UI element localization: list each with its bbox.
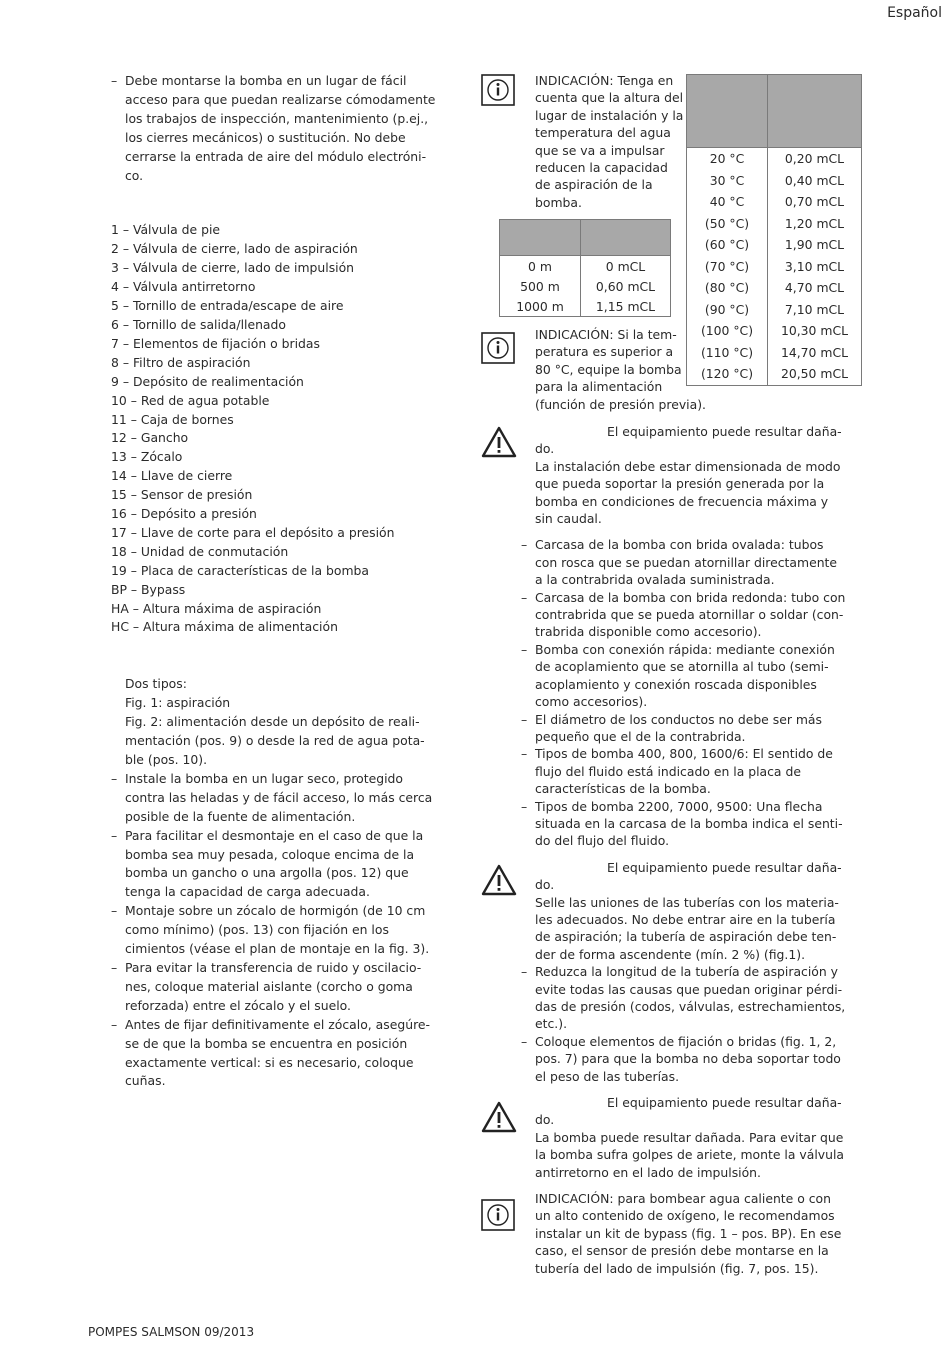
text-line: 14 – Llave de cierre	[111, 468, 233, 484]
text-line: Fig. 2: alimentación desde un depósito de reali-	[125, 714, 420, 730]
text-line: – Para facilitar el desmontaje en el caso de que la	[125, 827, 424, 843]
text-line: 10 – Red de agua potable	[111, 392, 270, 408]
intro-bullet	[111, 72, 451, 185]
warning-text	[535, 1111, 851, 1181]
table-cell: 0,60 mCL	[581, 276, 671, 296]
table-cell: (100 °C)	[687, 320, 768, 342]
list-item	[521, 711, 851, 746]
text-line: das de presión (codos, válvulas, estrechamientos,	[535, 999, 846, 1014]
table-row	[687, 299, 862, 321]
text-line: 3 – Válvula de cierre, lado de impulsión	[111, 260, 355, 276]
text-line: Dos tipos:	[125, 676, 187, 692]
list-item	[521, 798, 851, 850]
text-line: a la contrabrida ovalada suministrada.	[535, 572, 775, 588]
table-cell: 0 mCL	[581, 256, 671, 277]
text-line: les adecuados. No debe entrar aire en la tubería	[535, 911, 836, 927]
text-line: la bomba sufra golpes de ariete, monte la válvula	[535, 1147, 844, 1163]
text-line: (función de presión previa).	[535, 396, 706, 412]
text-line: de aspiración de la	[535, 177, 653, 193]
warning-block-1	[521, 423, 851, 527]
text-line: der de forma ascendente (mín. 2 %) (fig.1).	[535, 946, 806, 962]
pipe-bullets	[521, 536, 851, 849]
table-row	[687, 342, 862, 364]
text-line: 16 – Depósito a presión	[111, 506, 257, 522]
table-cell: 500 m	[500, 276, 581, 296]
text-line: con rosca que se puedan atornillar directamente	[535, 554, 838, 570]
altitude-table	[499, 219, 671, 317]
table-row	[687, 363, 862, 385]
text-line: 1 – Válvula de pie	[111, 222, 221, 238]
table-row	[687, 170, 862, 192]
text-line: do.	[535, 1112, 555, 1128]
table-cell: (60 °C)	[687, 234, 768, 256]
text-line: 2 – Válvula de cierre, lado de aspiración	[111, 241, 358, 257]
text-line: 13 – Zócalo	[111, 449, 183, 465]
text-line: Selle las uniones de las tuberías con los materia-	[535, 894, 839, 910]
info-icon	[481, 332, 515, 364]
text-line: contrabrida que se pueda atornillar o soldar (con-	[535, 607, 844, 623]
text-line: – Bomba con conexión rápida: mediante conexión	[535, 641, 835, 657]
table-cell: 1,90 mCL	[768, 234, 862, 256]
list-item	[111, 959, 451, 1016]
list-item	[521, 963, 851, 1033]
text-line: como mínimo) (pos. 13) con fijación en los	[125, 922, 389, 938]
text-line: HC – Altura máxima de alimentación	[111, 619, 338, 635]
text-line: 12 – Gancho	[111, 430, 189, 446]
text-line: 11 – Caja de bornes	[111, 411, 234, 427]
text-line: INDICACIÓN: Tenga en	[535, 73, 674, 88]
text-line: do del flujo del fluido.	[535, 833, 670, 849]
text-line: posible de la fuente de alimentación.	[125, 808, 356, 824]
table-cell: 1,20 mCL	[768, 213, 862, 235]
text-line: bomba sea muy pesada, coloque encima de la	[125, 846, 415, 862]
table-row	[687, 256, 862, 278]
table-cell: 20,50 mCL	[768, 363, 862, 385]
list-item	[521, 589, 851, 641]
table-cell: 0 m	[500, 256, 581, 277]
text-line: 9 – Depósito de realimentación	[111, 373, 304, 389]
text-line: La bomba puede resultar dañada. Para evitar que	[535, 1129, 844, 1145]
text-line: cuñas.	[125, 1073, 166, 1089]
text-line: bomba en condiciones de frecuencia máxima y	[535, 493, 829, 509]
text-line: acceso para que puedan realizarse cómodamente	[125, 91, 436, 107]
text-line: – Antes de fijar definitivamente el zócalo, asegúre-	[125, 1016, 430, 1032]
table-cell: (70 °C)	[687, 256, 768, 278]
text-line: de acoplamiento que se atornilla al tubo (semi-	[535, 659, 829, 675]
text-line: características de la bomba.	[535, 781, 711, 797]
text-line: evite todas las causas que puedan originar pérdi-	[535, 981, 843, 997]
text-line: reforzada) entre el zócalo y el suelo.	[125, 997, 351, 1013]
warning-block-2	[521, 859, 851, 963]
note-high-temperature	[535, 326, 706, 413]
table-cell: 4,70 mCL	[768, 277, 862, 299]
table-row	[687, 191, 862, 213]
text-line: INDICACIÓN: Si la tem-	[535, 327, 677, 342]
list-item	[111, 902, 451, 959]
text-line: – Para evitar la transferencia de ruido y oscilacio-	[125, 959, 422, 975]
table-cell: (120 °C)	[687, 363, 768, 385]
table-cell: (110 °C)	[687, 342, 768, 364]
table-cell: 14,70 mCL	[768, 342, 862, 364]
warning-block-3	[521, 1094, 851, 1181]
note-altitude-temperature	[535, 72, 683, 211]
warning-title: El equipamiento puede resultar daña-	[607, 424, 842, 439]
table-row	[687, 320, 862, 342]
text-line: – El diámetro de los conductos no debe ser más	[535, 711, 822, 727]
list-item	[521, 641, 851, 711]
text-line: de aspiración; la tubería de aspiración debe ten-	[535, 929, 837, 945]
info-icon	[481, 1199, 515, 1231]
text-line: para la alimentación	[535, 379, 663, 395]
text-line: 80 °C, equipe la bomba	[535, 361, 682, 377]
text-line: sin caudal.	[535, 511, 602, 527]
warning-title: El equipamiento puede resultar daña-	[607, 1095, 842, 1111]
text-line: 8 – Filtro de aspiración	[111, 354, 251, 370]
text-line: 15 – Sensor de presión	[111, 487, 253, 503]
text-line: reducen la capacidad	[535, 160, 668, 176]
installation-bullets	[111, 770, 451, 1091]
table-cell: 40 °C	[687, 191, 768, 213]
text-line: los cierres mecánicos) o sustitución. No debe	[125, 129, 406, 145]
table-cell: 0,20 mCL	[768, 148, 862, 170]
text-line: 4 – Válvula antirretorno	[111, 279, 256, 295]
table-cell: 1000 m	[500, 296, 581, 317]
text-line: acoplamiento y conexión roscada disponibles	[535, 676, 817, 692]
pump-types-text	[111, 675, 451, 770]
table-cell: (90 °C)	[687, 299, 768, 321]
text-line: – Tipos de bomba 400, 800, 1600/6: El sentido de	[535, 746, 833, 762]
text-line: que pueda soportar la presión generada por la	[535, 476, 825, 492]
table-row	[500, 256, 671, 277]
text-line: situada en la carcasa de la bomba indica el senti-	[535, 815, 843, 831]
table-cell: (50 °C)	[687, 213, 768, 235]
temperature-table	[686, 74, 862, 386]
table-row	[687, 213, 862, 235]
text-line: nes, coloque material aislante (corcho o goma	[125, 978, 413, 994]
text-line: bomba un gancho o una argolla (pos. 12) que	[125, 865, 409, 881]
table-row	[687, 234, 862, 256]
text-line: cerrarse la entrada de aire del módulo electróni-	[125, 148, 427, 164]
warning-icon	[481, 864, 517, 896]
text-line: flujo del fluido está indicado en la placa de	[535, 763, 801, 779]
text-line: mentación (pos. 9) o desde la red de agua pota-	[125, 733, 425, 749]
warning-title: El equipamiento puede resultar daña-	[607, 859, 842, 875]
text-line: 7 – Elementos de fijación o bridas	[111, 335, 320, 351]
text-line: que se va a impulsar	[535, 142, 665, 158]
text-line: – Reduzca la longitud de la tubería de aspiración y	[535, 964, 839, 980]
text-line: tenga la capacidad de carga adecuada.	[125, 884, 370, 900]
language-label: Español	[887, 5, 942, 21]
list-item	[521, 1033, 851, 1085]
text-line: co.	[125, 167, 144, 183]
text-line: ble (pos. 10).	[125, 752, 208, 767]
table-cell: 20 °C	[687, 148, 768, 170]
text-line: el peso de las tuberías.	[535, 1068, 680, 1084]
list-item	[521, 745, 851, 797]
footer-text: POMPES SALMSON 09/2013	[88, 1325, 255, 1339]
text-line: pos. 7) para que la bomba no deba soportar todo	[535, 1051, 841, 1067]
table-cell: 3,10 mCL	[768, 256, 862, 278]
text-line: BP – Bypass	[111, 581, 186, 597]
text-line: trabrida disponible como accesorio).	[535, 624, 762, 640]
text-line: lugar de instalación y la	[535, 107, 684, 123]
text-line: etc.).	[535, 1016, 568, 1032]
table-row	[500, 296, 671, 317]
table-cell: (80 °C)	[687, 277, 768, 299]
table-cell: 0,70 mCL	[768, 191, 862, 213]
table-cell: 30 °C	[687, 170, 768, 192]
table-cell: 1,15 mCL	[581, 296, 671, 317]
text-line: INDICACIÓN: para bombear agua caliente o con	[535, 1191, 831, 1207]
warning-text	[535, 440, 851, 527]
text-line: – Coloque elementos de fijación o bridas (fig. 1, 2,	[535, 1033, 837, 1049]
text-line: 17 – Llave de corte para el depósito a presión	[111, 524, 395, 540]
table-cell: 10,30 mCL	[768, 320, 862, 342]
list-item	[111, 1016, 451, 1092]
text-line: – Tipos de bomba 2200, 7000, 9500: Una flecha	[535, 798, 823, 814]
text-line: – Montaje sobre un zócalo de hormigón (de 10 cm	[125, 903, 426, 919]
suction-bullets	[521, 963, 851, 1085]
table-cell: 7,10 mCL	[768, 299, 862, 321]
text-line: temperatura del agua	[535, 125, 671, 141]
table-row	[687, 148, 862, 170]
warning-icon	[481, 426, 517, 458]
list-item	[111, 770, 451, 827]
text-line: como accesorios).	[535, 694, 648, 710]
warning-text	[535, 876, 851, 963]
text-line: peratura es superior a	[535, 344, 674, 360]
text-line: pequeño que el de la contrabrida.	[535, 728, 746, 744]
text-line: – Debe montarse la bomba en un lugar de fácil	[125, 73, 407, 88]
text-line: caso, el sensor de presión debe montarse en la	[535, 1243, 829, 1259]
text-line: 18 – Unidad de conmutación	[111, 543, 289, 559]
note-bypass	[521, 1190, 851, 1277]
text-line: instalar un kit de bypass (fig. 1 – pos. BP). En ese	[535, 1225, 842, 1241]
text-line: La instalación debe estar dimensionada de modo	[535, 458, 841, 474]
text-line: Fig. 1: aspiración	[125, 695, 231, 711]
right-lower-column	[521, 423, 851, 1277]
text-line: los trabajos de inspección, mantenimiento (p.ej.,	[125, 110, 429, 126]
text-line: un alto contenido de oxígeno, le recomendamos	[535, 1208, 835, 1224]
text-line: 5 – Tornillo de entrada/escape de aire	[111, 298, 344, 314]
text-line: – Instale la bomba en un lugar seco, protegido	[125, 770, 404, 786]
text-line: – Carcasa de la bomba con brida ovalada: tubos	[535, 537, 824, 553]
text-line: – Carcasa de la bomba con brida redonda: tubo con	[535, 589, 846, 605]
text-line: HA – Altura máxima de aspiración	[111, 600, 322, 616]
text-line: 6 – Tornillo de salida/llenado	[111, 316, 286, 332]
text-line: do.	[535, 877, 555, 893]
table-cell: 0,40 mCL	[768, 170, 862, 192]
list-item	[111, 827, 451, 903]
text-line: exactamente vertical: si es necesario, coloque	[125, 1054, 414, 1070]
text-line: do.	[535, 441, 555, 457]
text-line: bomba.	[535, 194, 582, 210]
text-line: tubería del lado de impulsión (fig. 7, pos. 15).	[535, 1260, 819, 1276]
text-line: antirretorno en el lado de impulsión.	[535, 1164, 761, 1180]
text-line: se de que la bomba se encuentra en posición	[125, 1035, 408, 1051]
warning-icon	[481, 1101, 517, 1133]
text-line: cimientos (véase el plan de montaje en la fig. 3).	[125, 941, 430, 957]
info-icon	[481, 74, 515, 106]
table-row	[687, 277, 862, 299]
table-row	[500, 276, 671, 296]
text-line: 19 – Placa de características de la bomba	[111, 562, 369, 578]
text-line: cuenta que la altura del	[535, 90, 684, 106]
list-item	[521, 536, 851, 588]
legend-list	[111, 221, 451, 637]
text-line: contra las heladas y de fácil acceso, lo más cerca	[125, 789, 433, 805]
left-column	[111, 72, 451, 1091]
